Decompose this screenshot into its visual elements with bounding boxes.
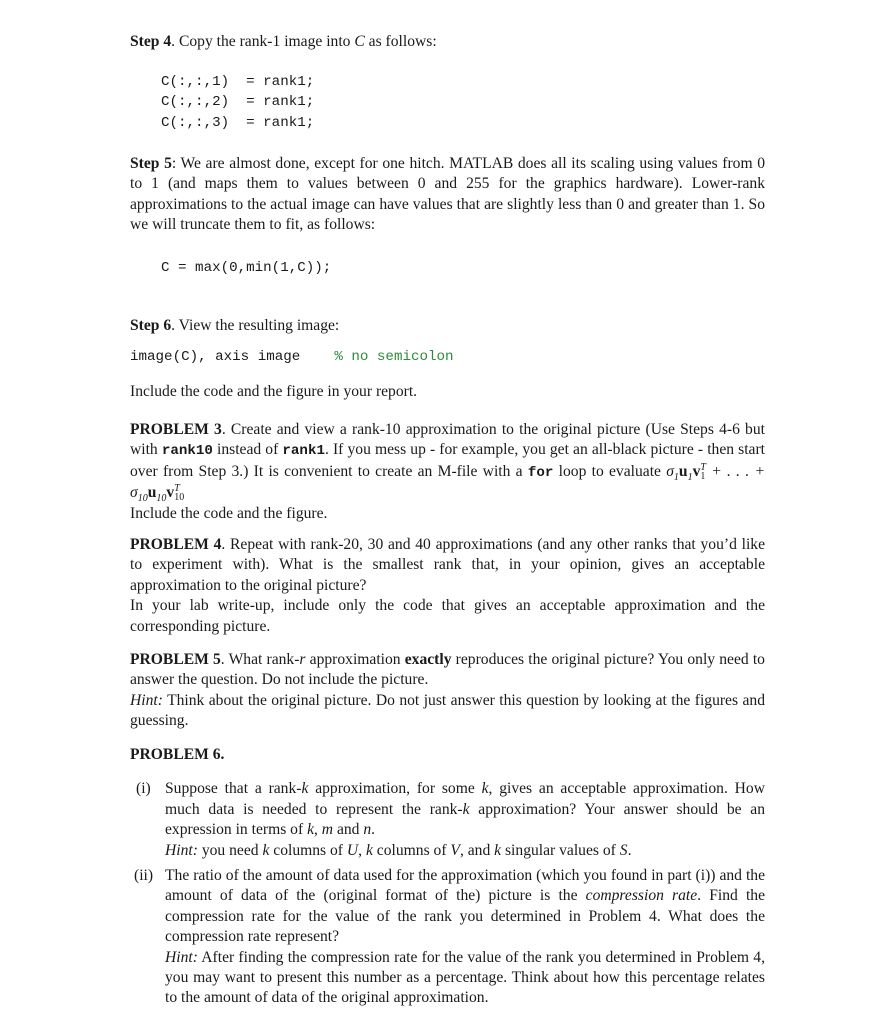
item-i-t1: Suppose that a rank- (165, 780, 302, 798)
problem5-hint-label: Hint: (130, 691, 163, 709)
step6-code (130, 347, 454, 367)
step6-body: . View the resulting image: (171, 317, 340, 334)
step6-code-text: image(C), axis image (130, 349, 301, 365)
item-ii-hint: After finding the compression rate for the value of the rank you determined in Problem 4, you may want to present this number as a percentage. Think about how this percentage relates to the amount of data of the original approximation. (165, 948, 765, 1007)
problem4-text2: In your lab write-up, include only the code that gives an acceptable approximation and the corresponding picture. (130, 597, 765, 635)
step5-code: C = max(0,min(1,C)); (161, 260, 332, 276)
problem5-hint (130, 691, 765, 732)
problem4-label: PROBLEM 4 (130, 536, 222, 553)
problem4-section (130, 535, 765, 637)
item-i-h3: columns of (372, 841, 451, 859)
problem5-label: PROBLEM 5 (130, 651, 221, 668)
problem5-bold: exactly (404, 651, 452, 668)
step4-var: C (354, 33, 365, 50)
item-ii-t2: . Find the compression rate for the value of the rank you determined in Problem 4. What does the compression rate represent? (165, 887, 765, 946)
item-number: (i) (136, 780, 151, 798)
problem3-section (130, 420, 765, 524)
problem3-text (130, 420, 765, 504)
step4-label: Step 4 (130, 33, 172, 50)
problem3-text4: loop to evaluate (553, 462, 667, 480)
problem6-section (130, 745, 765, 1009)
problem5-text2: approximation (305, 651, 405, 668)
item-i-h5: singular values of (501, 841, 620, 859)
item-i-h1: you need (197, 841, 263, 859)
item-ii-hint-label: Hint: (165, 948, 198, 966)
problem5-section (130, 650, 765, 732)
code-line: C(:,:,3) = rank1; (161, 114, 315, 131)
problem5-text1: . What rank- (220, 651, 300, 668)
problem5-text (130, 650, 765, 691)
problem3-code3: for (527, 464, 554, 481)
problem5-text3: reproduces the original picture? You only need to answer the question. Do not include the picture. (130, 651, 765, 689)
step6-text (130, 316, 765, 336)
step4-section (130, 32, 765, 131)
problem3-text3: . If you mess up - for example, you get an all-black picture - then start over from Step 3.) It is convenient to create an M-file with a (130, 441, 765, 480)
step4-text-after: as follows: (364, 33, 437, 50)
problem5-hint-text: Think about the original picture. Do not just answer this question by looking at the figures and guessing. (130, 691, 765, 730)
step6-label: Step 6 (130, 317, 172, 334)
problem6-item-ii (130, 866, 765, 1009)
item-i-h6: . (627, 841, 632, 859)
problem3-include: Include the code and the figure. (130, 504, 328, 522)
step6-include: Include the code and the figure in your report. (130, 383, 418, 400)
step5-body: : We are almost done, except for one hitch. MATLAB does all its scaling using values from 0 to 1 (and maps them to values between 0 and 255 for the graphics hardware). Lower-rank approximations to the actual image can have values that are slightly less than 0 and greater than 1. So we will truncate them to fit, as follows: (130, 155, 765, 234)
item-i-t3: , gives an acceptable approximation. How much data is needed to represent the rank- (165, 780, 765, 818)
item-i-h2: columns of (269, 841, 347, 859)
item-i-t2: approximation, for some (308, 780, 482, 798)
problem6-heading (130, 745, 765, 765)
item-number: (ii) (134, 867, 154, 885)
problem5-r: r (299, 651, 306, 668)
step5-text (130, 154, 765, 236)
item-i-h4: , and (459, 841, 495, 859)
problem3-label: PROBLEM 3 (130, 421, 222, 438)
problem6-label: PROBLEM 6. (130, 746, 225, 763)
item-i-t5: and (333, 821, 364, 839)
step4-text-before: . Copy the rank-1 image into (171, 33, 355, 50)
problem4-text-body: . Repeat with rank-20, 30 and 40 approximations (and any other ranks that you’d like to experiment with). What is the smallest rank that, in your opinion, gives an acceptable approximation to the original picture? (130, 536, 765, 594)
problem6-item-i: (i) Suppose that a rank-k approximation, for some k, gives an acceptable approximation. How much data is needed to represent the rank-k approximation? Your answer should be an expression in terms of k, m and n. Hint: you need k columns of U, k columns of V, and k singular values of S. (136, 780, 766, 859)
item-i-t6: . (371, 821, 376, 839)
problem4-text (130, 535, 765, 596)
step4-text (130, 32, 765, 52)
problem3-text2: instead of (212, 441, 283, 459)
problem3-code1: rank10 (161, 443, 213, 460)
step4-code (161, 72, 314, 133)
step5-section (130, 154, 765, 276)
problem3-code2: rank1 (282, 443, 325, 460)
step6-code-comment: % no semicolon (334, 349, 454, 365)
item-ii-t1: The ratio of the amount of data used for the approximation (which you found in part (i)) and the amount of data of the (original format of the) picture is the (165, 867, 765, 905)
code-line: C(:,:,2) = rank1; (161, 94, 315, 111)
step6-section (130, 316, 765, 400)
sum-formula: $\sigma_1u_1v$ T 1 + . . . + $\sigma_{10}u_{10}v$ T 10 (130, 461, 765, 505)
step5-label: Step 5 (130, 155, 172, 172)
problem6-list (130, 779, 765, 1008)
item-i-t4: approximation? Your answer should be an expression in terms of (165, 800, 766, 839)
item-ii-em: compression rate (585, 887, 698, 905)
item-i-hint-label: Hint: (165, 841, 198, 859)
code-line: C(:,:,1) = rank1; (161, 74, 315, 90)
problem3-text1: . Create and view a rank-10 approximation to the original picture (Use Steps 4-6 but with (130, 421, 765, 459)
